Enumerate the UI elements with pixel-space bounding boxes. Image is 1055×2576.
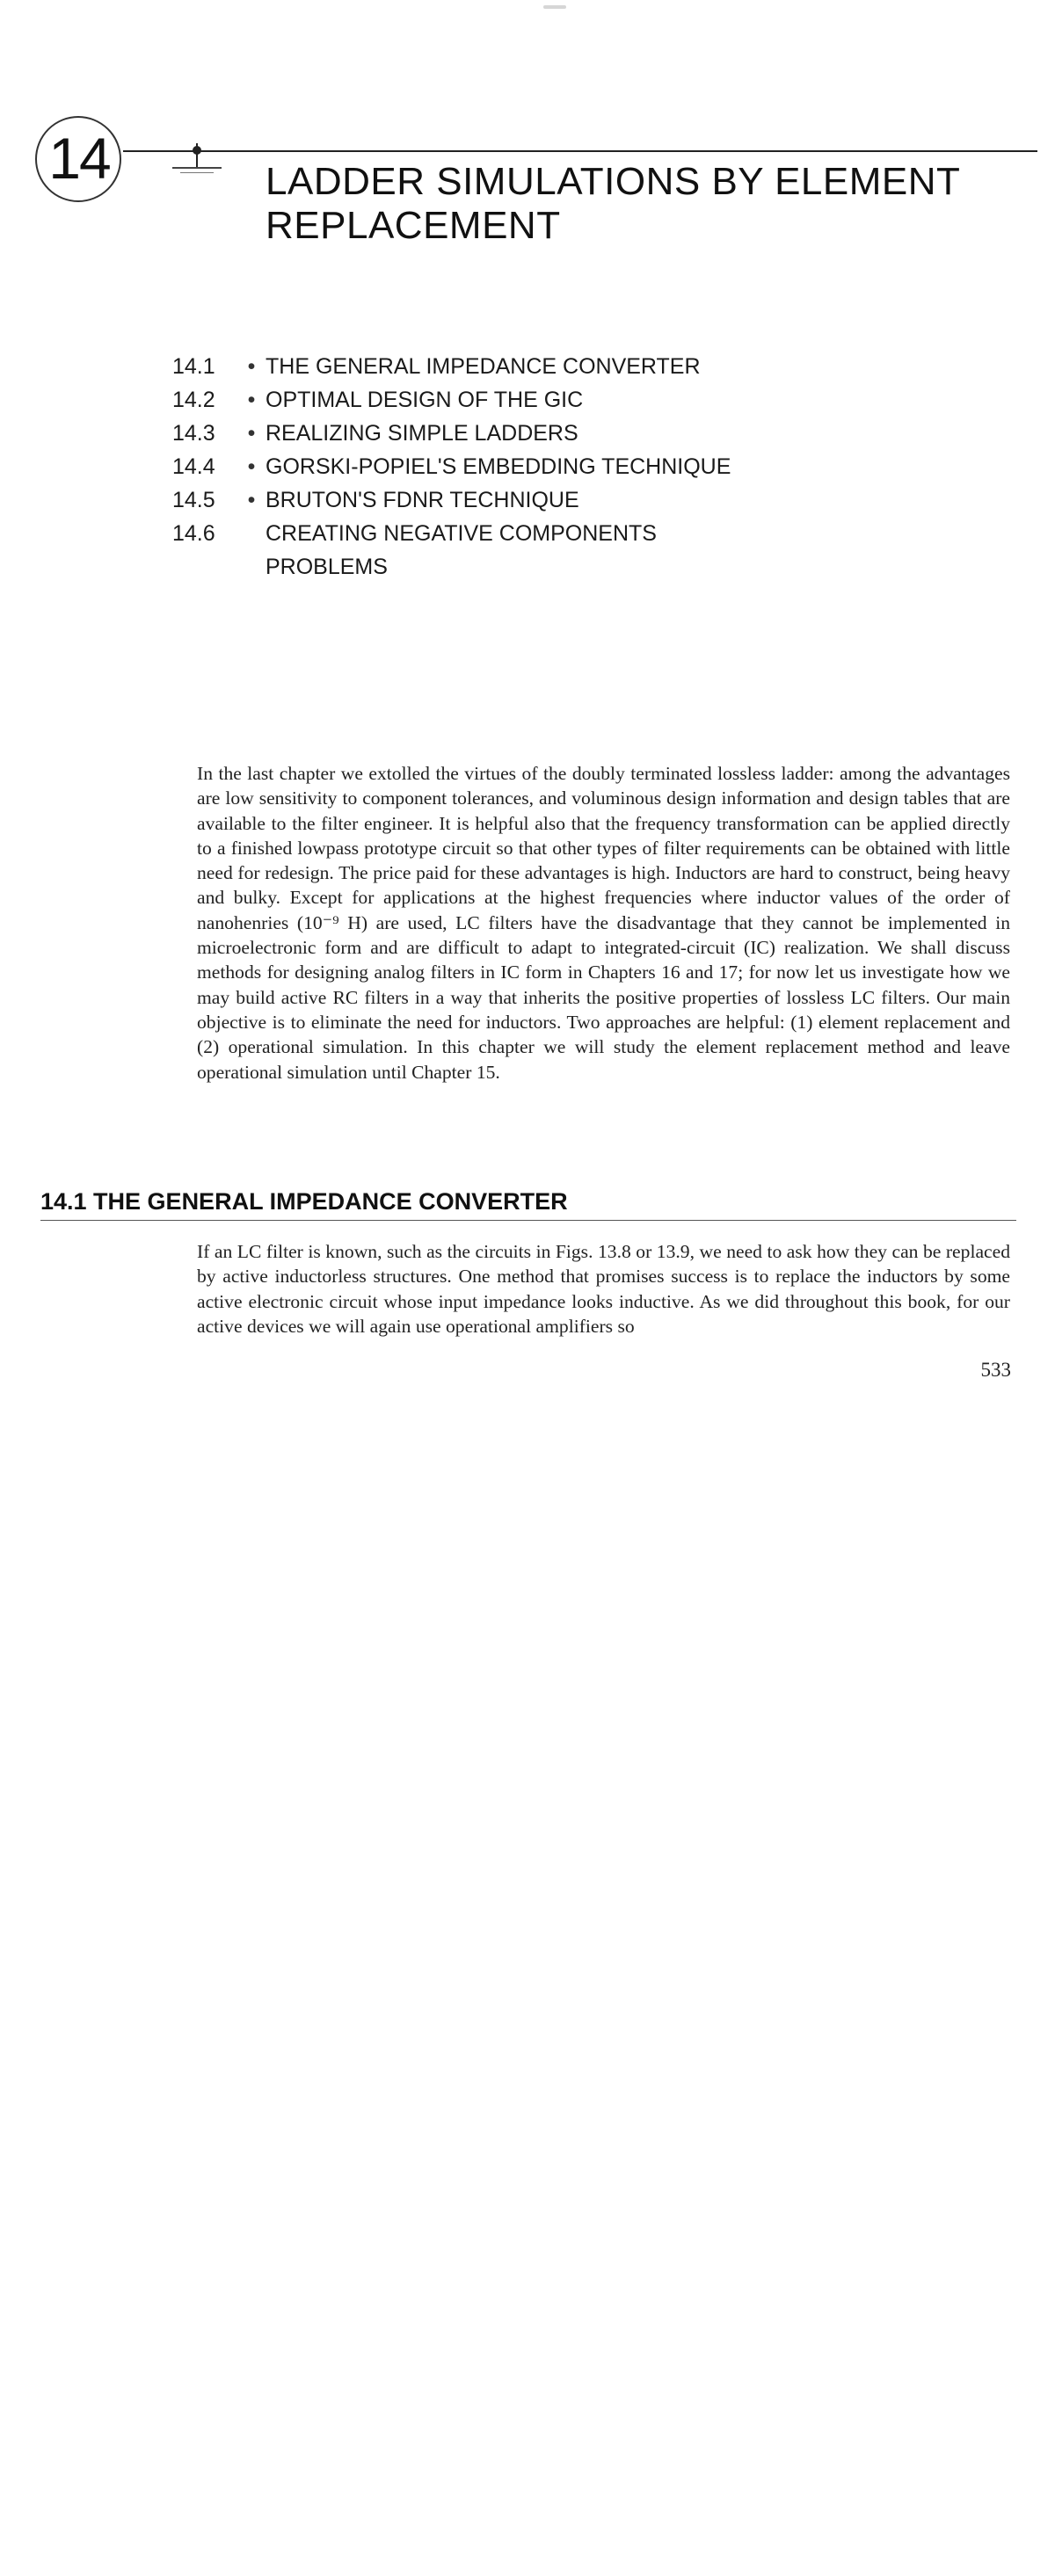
chapter-number: 14 (48, 126, 110, 191)
toc-item (172, 450, 964, 483)
toc-bullet-icon: • (247, 488, 256, 512)
toc-item (172, 383, 964, 417)
section-paragraph: If an LC filter is known, such as the circuits in Figs. 13.8 or 13.9, we need to ask how they can be replaced by active inductorless structures. One method that promises success is to replace the inductors by some active electronic circuit whose input impedance looks inductive. As we did throughout this book, for our active devices we will again use operational amplifiers so (197, 1241, 1010, 1337)
ornament-dot-icon (193, 146, 201, 155)
toc-item-number: 14.5 (172, 488, 215, 512)
scan-smudge (543, 5, 566, 9)
toc-item-title: THE GENERAL IMPEDANCE CONVERTER (266, 354, 701, 379)
chapter-title: LADDER SIMULATIONS BY ELEMENT REPLACEMENT (266, 160, 960, 247)
toc-item-title: REALIZING SIMPLE LADDERS (266, 421, 578, 446)
page-number: 533 (980, 1359, 1011, 1381)
toc-item-title: PROBLEMS (266, 555, 388, 579)
ornament-bar (172, 167, 222, 169)
toc-item (172, 350, 964, 383)
section-rule (40, 1220, 1016, 1221)
toc-item-number: 14.6 (172, 521, 215, 546)
ornament-bar-small (180, 172, 214, 173)
toc-bullet-icon: • (247, 421, 256, 446)
toc-item (172, 517, 964, 550)
toc-item-number: 14.1 (172, 354, 215, 379)
toc-bullet-icon: • (247, 354, 256, 379)
toc-item-title: OPTIMAL DESIGN OF THE GIC (266, 388, 584, 412)
toc-item-number: 14.2 (172, 388, 215, 412)
toc-item (172, 483, 964, 517)
section-heading: 14.1 THE GENERAL IMPEDANCE CONVERTER (40, 1188, 568, 1215)
toc-item-title: CREATING NEGATIVE COMPONENTS (266, 521, 657, 546)
toc-item-title: GORSKI-POPIEL'S EMBEDDING TECHNIQUE (266, 454, 731, 479)
toc-item (172, 417, 964, 450)
chapter-header-rule (123, 150, 1037, 152)
toc-bullet-icon: • (247, 454, 256, 479)
intro-paragraph: In the last chapter we extolled the virtues of the doubly terminated lossless ladder: among the advantages are low sensitivity to component tolerances, and voluminous design information and design tables that are available to the filter engineer. It is helpful also that the frequency transformation can be applied directly to a finished lowpass prototype circuit so that other types of filter requirements can be obtained with little need for redesign. The price paid for these advantages is high. Inductors are hard to construct, being heavy and bulky. Except for applications at the highest frequencies where inductor values of the order of nanohenries (10⁻⁹ H) are used, LC filters have the disadvantage that they cannot be implemented in microelectronic form and are difficult to adapt to integrated-circuit (IC) realization. We shall discuss methods for designing analog filters in IC form in Chapters 16 and 17; for now let us investigate how we may build active RC filters in a way that inherits the positive properties of lossless LC filters. Our main objective is to eliminate the need for inductors. Two approaches are helpful: (1) element replacement and (2) operational simulation. In this chapter we will study the element replacement method and leave operational simulation until Chapter 15. (197, 763, 1010, 1083)
toc-item-number: 14.4 (172, 454, 215, 479)
toc-item-number: 14.3 (172, 421, 215, 446)
toc-item-title: BRUTON'S FDNR TECHNIQUE (266, 488, 579, 512)
toc-item (172, 550, 964, 584)
table-of-contents (172, 350, 964, 584)
toc-bullet-icon: • (247, 388, 256, 412)
